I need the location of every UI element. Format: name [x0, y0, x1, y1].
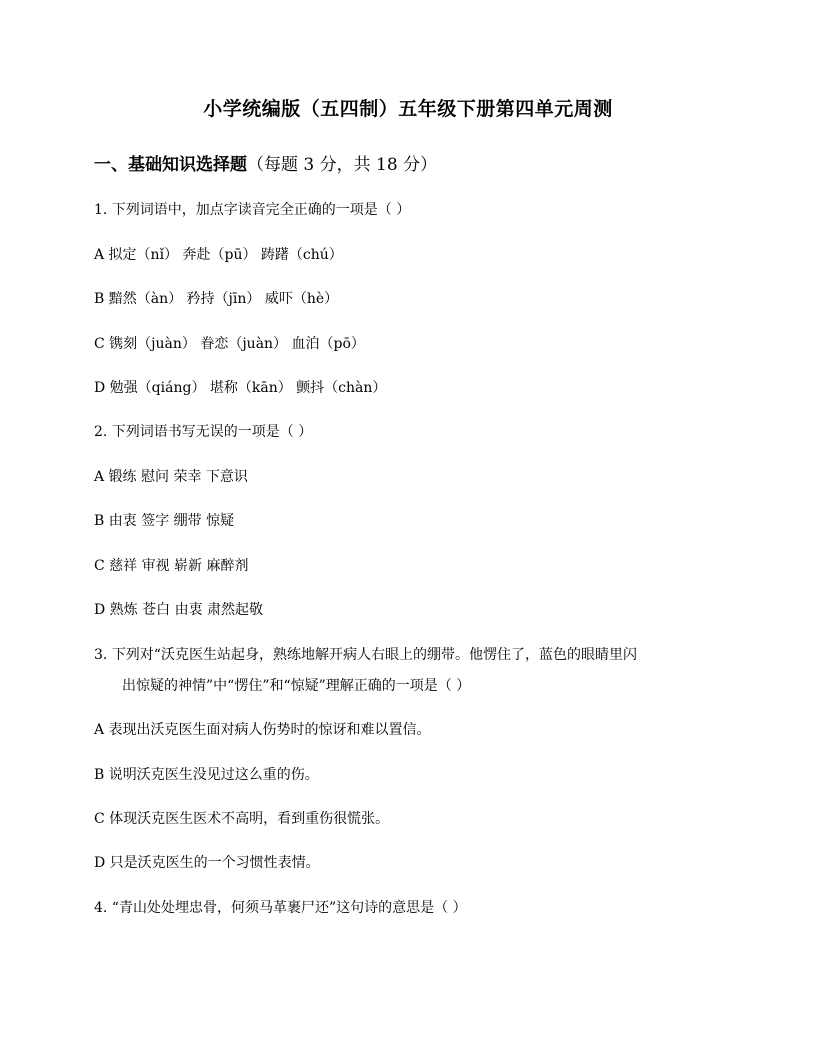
question-2-option-c: C 慈祥 审视 崭新 麻醉剂	[94, 558, 249, 574]
question-3-stem-line-2: 出惊疑的神情”中“愣住”和“惊疑”理解正确的一项是（ ）	[122, 678, 471, 694]
question-1-option-d: D 勉强（qiáng） 堪称（kān） 颤抖（chàn）	[94, 380, 387, 396]
question-3-option-a: A 表现出沃克医生面对病人伤势时的惊讶和难以置信。	[94, 722, 431, 738]
section-score: （每题 3 分，共 18 分）	[247, 155, 438, 175]
question-2-stem: 2. 下列词语书写无误的一项是（ ）	[94, 424, 313, 440]
question-3-option-d: D 只是沃克医生的一个习惯性表情。	[94, 855, 320, 871]
question-2-option-a: A 锻练 慰问 荣幸 下意识	[94, 469, 248, 485]
question-2-option-d: D 熟炼 苍白 由衷 肃然起敬	[94, 602, 264, 618]
question-3-stem-line-1: 3. 下列对“沃克医生站起身，熟练地解开病人右眼上的绷带。他愣住了，蓝色的眼睛里闪	[94, 647, 637, 663]
question-1-option-c: C 镌刻（juàn） 眷恋（juàn） 血泊（pō）	[94, 336, 365, 352]
page-title: 小学统编版（五四制）五年级下册第四单元周测	[203, 98, 613, 120]
question-2-option-b: B 由衷 签字 绷带 惊疑	[94, 513, 235, 529]
section-heading	[94, 150, 437, 175]
question-1-option-a: A 拟定（nǐ） 奔赴（pū） 踌躇（chú）	[94, 247, 343, 263]
question-4-stem: 4. “青山处处埋忠骨，何须马革裹尸还”这句诗的意思是（ ）	[94, 900, 467, 916]
section-heading-text: 一、基础知识选择题	[94, 155, 247, 175]
question-3-option-b: B 说明沃克医生没见过这么重的伤。	[94, 767, 319, 783]
question-1-option-b: B 黯然（àn） 矜持（jīn） 威吓（hè）	[94, 291, 339, 307]
question-1-stem: 1. 下列词语中，加点字读音完全正确的一项是（ ）	[94, 202, 411, 218]
question-3-option-c: C 体现沃克医生医术不高明，看到重伤很慌张。	[94, 811, 390, 827]
